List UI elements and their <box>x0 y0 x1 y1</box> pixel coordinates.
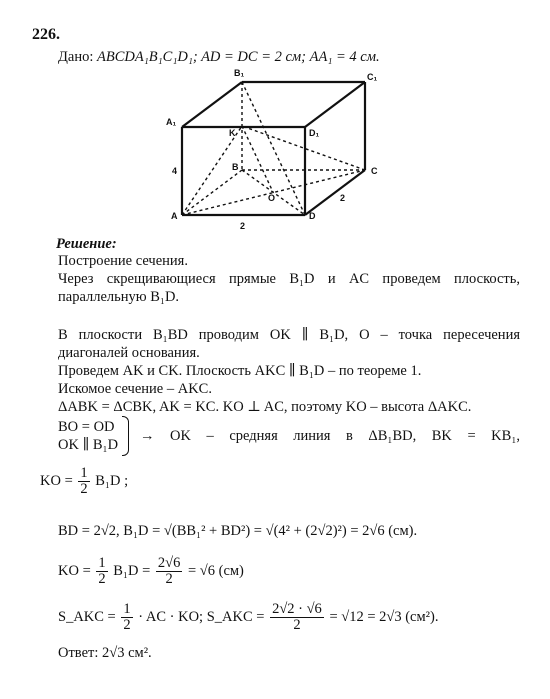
bd-formula: BD = 2√2, B₁D = √(BB₁² + BD²) = √(4² + (2√2)²) = 2√6 (см). <box>58 523 418 539</box>
label-c1: C₁ <box>367 72 378 82</box>
construction-title: Построение сечения. <box>58 253 188 269</box>
vertex-labels <box>166 68 378 231</box>
label-a: A <box>171 211 178 221</box>
ko-value-formula <box>58 556 244 587</box>
length-aa1: 4 <box>172 166 178 176</box>
label-d1: D₁ <box>309 128 320 138</box>
step2-line2: диагоналей основания. <box>58 345 200 361</box>
system-result: → OK – средняя линия в ΔB₁BD, BK = KB₁, <box>140 428 520 444</box>
answer: Ответ: 2√3 см². <box>58 645 152 661</box>
length-ad: 2 <box>240 221 246 231</box>
ko-half-fraction: $\frac{1}{2}$ <box>98 555 106 587</box>
step5: ΔABK = ΔCBK, AK = KC. KO ⊥ AC, поэтому KO – высота ΔAKC. <box>58 399 472 415</box>
label-a1: A₁ <box>166 117 177 127</box>
area-rhs: = √12 = 2√3 (см²). <box>329 608 439 625</box>
step1-line2: параллельную B₁D. <box>58 289 180 305</box>
step4: Искомое сечение – AKC. <box>58 381 212 397</box>
ko-lhs: KO = <box>40 472 73 489</box>
label-c: C <box>371 166 378 176</box>
ko-rhs: B₁D ; <box>95 472 129 489</box>
step1-line1: Через скрещивающиеся прямые B₁D и AC проведем плоскость, <box>58 271 520 287</box>
problem-number: 226. <box>32 26 60 43</box>
area-formula <box>58 602 438 633</box>
area-half-fraction: $\frac{1}{2}$ <box>123 601 131 633</box>
ko-value-fraction: $\frac{2√6}{2}$ <box>157 555 181 587</box>
solution-heading: Решение: <box>56 236 117 252</box>
system-line1: BO = OD <box>58 419 115 435</box>
step3: Проведем AK и CK. Плоскость AKC ∥ B₁D – по теореме 1. <box>58 363 422 379</box>
ko-value-lhs: KO = <box>58 562 91 579</box>
edge-c1-d1 <box>305 82 365 127</box>
half-fraction: $\frac{1}{2}$ <box>80 465 88 497</box>
ko-value-mid: B₁D = <box>113 562 151 579</box>
step2-line1: В плоскости B₁BD проводим OK ∥ B₁D, O – точка пересечения <box>58 327 520 343</box>
label-b: B <box>232 162 239 172</box>
area-fraction: $\frac{2√2 \cdot √6}{2}$ <box>272 601 322 633</box>
system-brace <box>122 416 129 456</box>
ko-formula <box>40 466 128 497</box>
label-k: K <box>229 128 236 138</box>
label-d: D <box>309 211 316 221</box>
area-mid: · AC · KO; S_AKC = <box>138 608 265 625</box>
area-lhs: S_AKC = <box>58 608 116 625</box>
system-block <box>58 416 128 456</box>
given-text: ABCDA₁B₁C₁D₁; AD = DC = 2 см; AA₁ = 4 см. <box>97 49 380 65</box>
label-b1: B₁ <box>234 68 245 78</box>
system-line2: OK ∥ B₁D <box>58 437 119 453</box>
seg-c-k <box>242 126 365 170</box>
given-label: Дано: <box>58 49 94 65</box>
ko-value-rhs: = √6 (см) <box>187 562 244 579</box>
label-o: O <box>268 193 276 203</box>
edge-a1-b1 <box>182 82 242 127</box>
length-dc: 2 <box>340 193 346 203</box>
